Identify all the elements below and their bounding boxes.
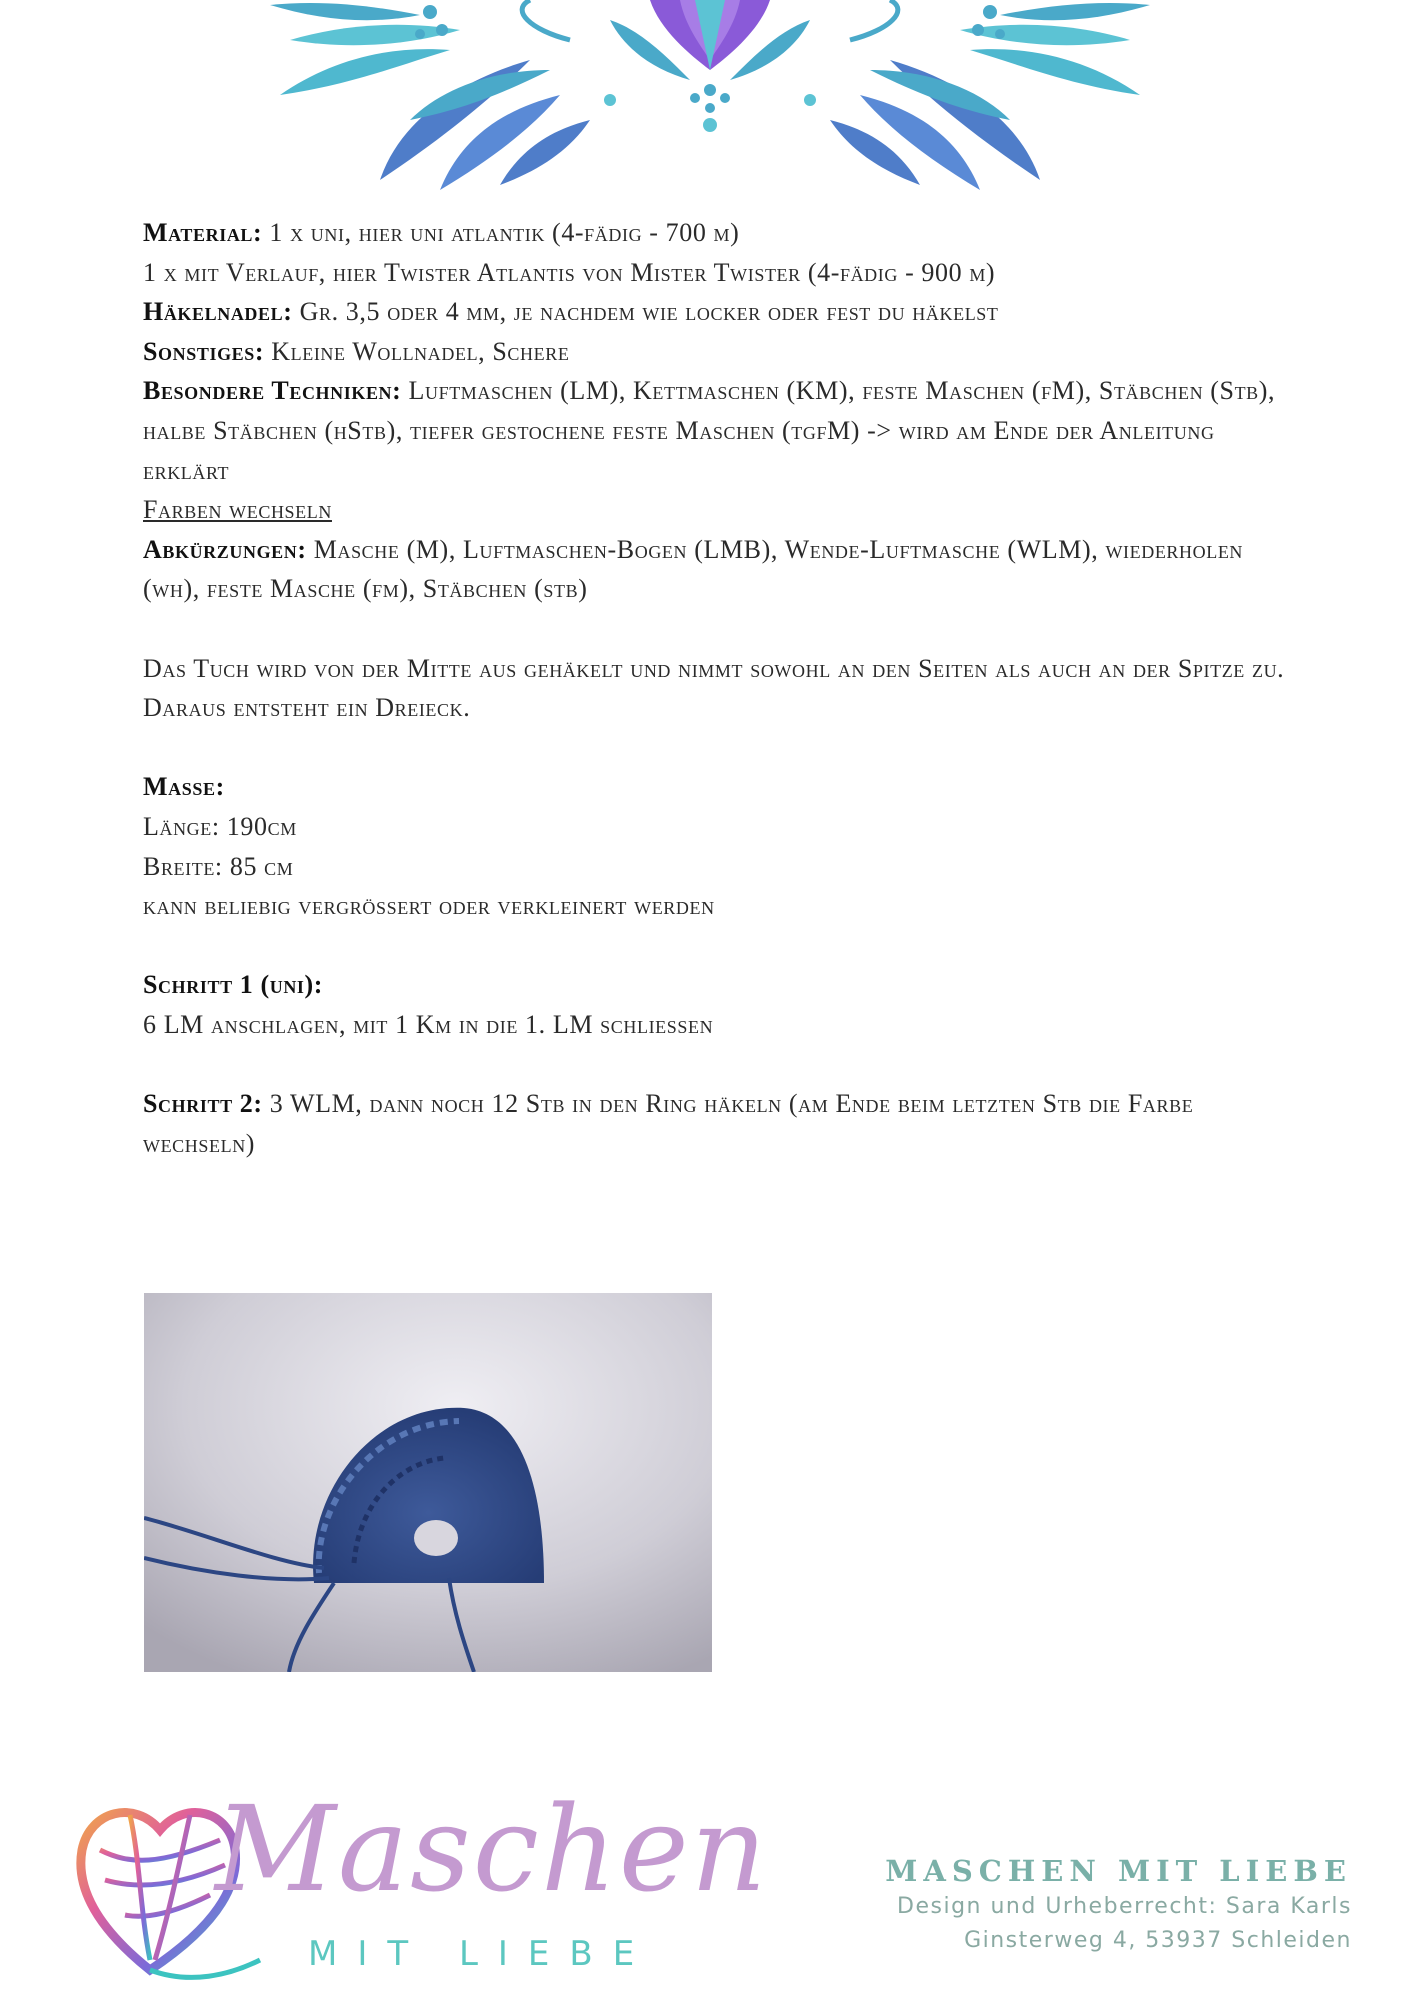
intro-text: Das Tuch wird von der Mitte aus gehäkelt und nimmt sowohl an den Seiten als auch an der Spitze zu. Daraus entsteht ein Dreieck. — [143, 653, 1285, 723]
step1-label: Schritt 1 (uni): — [143, 970, 324, 1000]
logo-subtitle: MIT LIEBE — [308, 1934, 655, 1974]
material-line2: 1 x mit Verlauf, hier Twister Atlantis von Mister Twister (4-fädig - 900 m) — [143, 257, 996, 287]
crochet-half-circle-photo — [144, 1293, 712, 1672]
misc-text: Kleine Wollnadel, Schere — [264, 336, 570, 366]
step2-text: 3 WLM, dann noch 12 Stb in den Ring häkeln (am Ende beim letzten Stb die Farbe wechseln) — [143, 1089, 1194, 1158]
techniques-section — [143, 371, 1293, 490]
techniques-label: Besondere Techniken: — [143, 376, 402, 406]
misc-label: Sonstiges: — [143, 336, 265, 366]
step1-text: 6 LM anschlagen, mit 1 Km in die 1. LM schliessen — [143, 1009, 714, 1039]
abbreviations-section — [143, 530, 1293, 609]
abbreviations-label: Abkürzungen: — [143, 534, 307, 564]
color-change-link[interactable]: Farben wechseln — [143, 495, 332, 525]
material-section — [143, 213, 1293, 253]
material-line1: 1 x uni, hier uni atlantik (4-fädig - 700 m) — [262, 218, 740, 247]
footer-brand: MASCHEN MIT LIEBE — [885, 1854, 1352, 1888]
width-text: Breite: 85 cm — [143, 851, 294, 881]
logo-script-text: Maschen — [215, 1780, 769, 1918]
misc-section — [143, 332, 1293, 372]
abbreviations-text: Masche (M), Luftmaschen-Bogen (LMB), Wende-Luftmasche (WLM), wiederholen (wh), feste Masche (fm), Stäbchen (stb) — [143, 534, 1244, 604]
needle-label: Häkelnadel: — [143, 297, 293, 327]
needle-section — [143, 292, 1293, 332]
needle-text: Gr. 3,5 oder 4 mm, je nachdem wie locker oder fest du häkelst — [292, 297, 999, 327]
instructions-text — [143, 213, 1293, 1163]
step2-section — [143, 1084, 1293, 1163]
material-label: Material: — [143, 218, 263, 247]
measurements-label: Masse: — [143, 772, 225, 802]
footer-info — [832, 1852, 1352, 1958]
size-note: kann beliebig vergrössert oder verkleinert werden — [143, 891, 715, 921]
length-text: Länge: 190cm — [143, 811, 297, 841]
footer-copyright: Design und Urheberrecht: Sara Karls — [897, 1894, 1352, 1919]
footer-address: Ginsterweg 4, 53937 Schleiden — [964, 1928, 1352, 1953]
step2-label: Schritt 2: — [143, 1089, 263, 1119]
techniques-text: Luftmaschen (LM), Kettmaschen (KM), feste Maschen (fM), Stäbchen (Stb), halbe Stäbchen (hStb), tiefer gestochene feste Maschen (tgfM) -> wird am Ende der Anleitung erklärt — [143, 376, 1276, 485]
floral-ornament-icon — [270, 0, 1150, 200]
